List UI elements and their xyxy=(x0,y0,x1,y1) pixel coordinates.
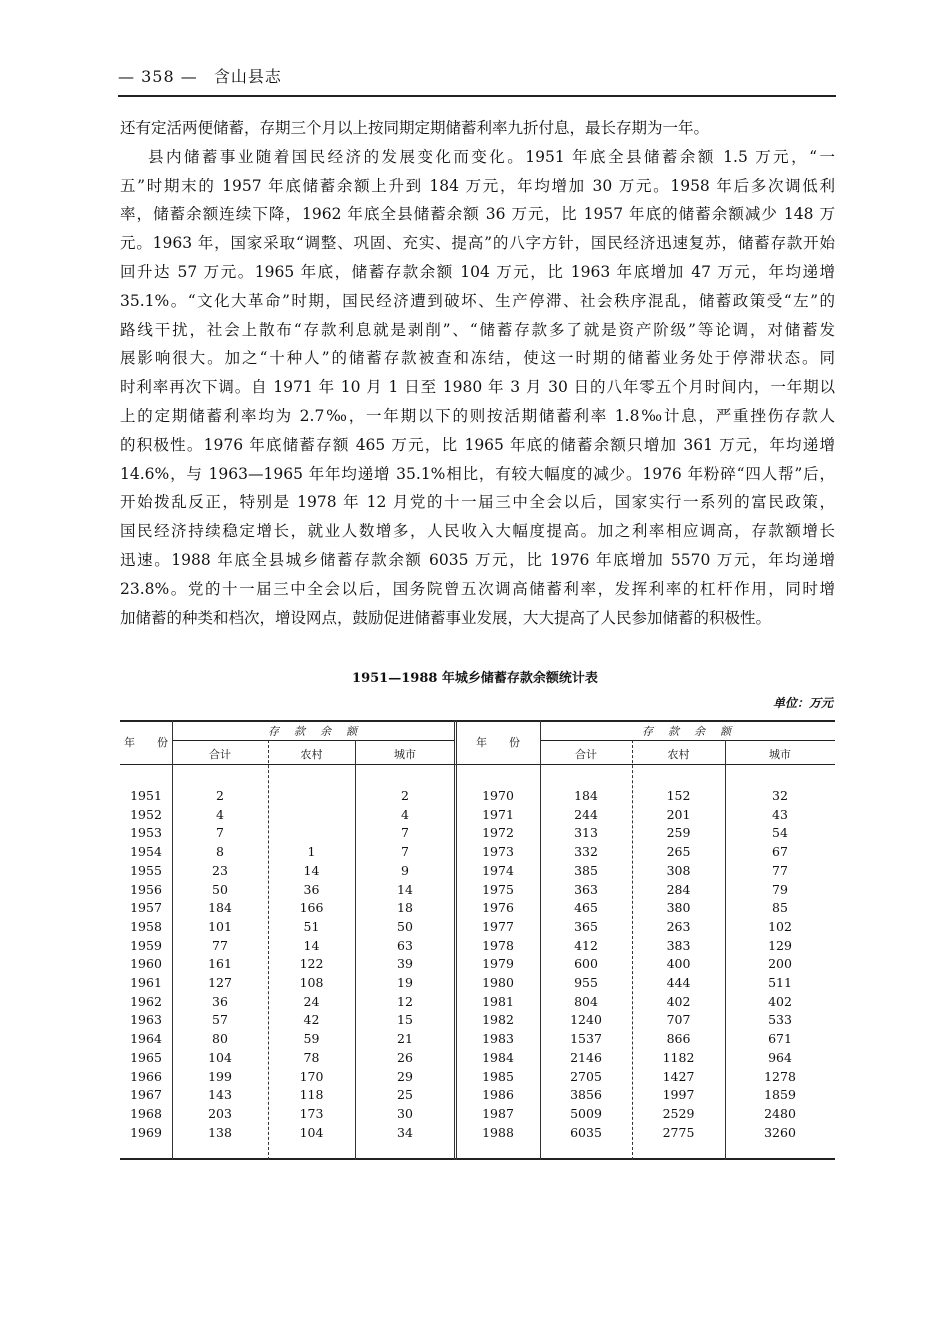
body-line: 时利率再次下调。自 1971 年 10 月 1 日至 1980 年 3 月 30 日的八年零五个月时间内，一年期以 xyxy=(120,378,835,397)
cell-urban: 129 xyxy=(768,937,792,953)
cell-year: 1965 xyxy=(130,1049,162,1065)
cell-urban: 7 xyxy=(401,844,409,860)
cell-rural: 118 xyxy=(299,1087,324,1103)
cell-rural: 104 xyxy=(299,1124,324,1140)
cell-urban: 7 xyxy=(401,825,409,841)
cell-total: 80 xyxy=(212,1031,228,1047)
table-row xyxy=(120,882,835,901)
table-top-rule xyxy=(120,720,835,722)
body-line: 五”时期末的 1957 年底储蓄余额上升到 184 万元，年均增加 30 万元。1958 年后多次调低利 xyxy=(120,176,835,195)
cell-total: 244 xyxy=(574,806,598,822)
cell-urban: 9 xyxy=(401,862,409,878)
cell-year: 1987 xyxy=(482,1105,514,1121)
table-row xyxy=(120,844,835,863)
cell-urban: 15 xyxy=(397,1012,413,1028)
cell-urban: 964 xyxy=(768,1049,792,1065)
cell-urban: 26 xyxy=(397,1049,413,1065)
cell-rural: 201 xyxy=(666,806,691,822)
cell-rural: 1 xyxy=(307,844,316,860)
cell-rural: 51 xyxy=(303,918,320,934)
cell-urban: 54 xyxy=(772,825,788,841)
cell-rural: 308 xyxy=(666,862,691,878)
cell-urban: 1278 xyxy=(764,1068,796,1084)
cell-total: 332 xyxy=(574,844,598,860)
cell-year: 1967 xyxy=(130,1087,162,1103)
cell-rural: 1997 xyxy=(662,1087,695,1103)
body-line: 上的定期储蓄利率均为 2.7‰，一年期以下的则按活期储蓄利率 1.8‰计息，严重挫伤存款人 xyxy=(120,407,835,425)
table-title: 1951—1988 年城乡储蓄存款余额统计表 xyxy=(352,671,598,686)
cell-urban: 4 xyxy=(401,806,409,822)
cell-total: 465 xyxy=(574,900,598,916)
cell-urban: 67 xyxy=(772,844,788,860)
cell-rural: 1427 xyxy=(662,1068,695,1084)
cell-total: 2705 xyxy=(570,1068,602,1084)
table-row xyxy=(120,975,835,994)
table-row xyxy=(120,956,835,975)
cell-year: 1964 xyxy=(130,1031,162,1047)
cell-total: 77 xyxy=(212,937,228,953)
cell-year: 1971 xyxy=(482,806,514,822)
cell-rural: 166 xyxy=(299,900,324,916)
cell-rural: 444 xyxy=(666,975,691,990)
cell-total: 127 xyxy=(208,975,232,990)
cell-urban: 34 xyxy=(397,1124,413,1140)
cell-rural: 380 xyxy=(666,900,691,916)
cell-year: 1957 xyxy=(130,900,162,916)
cell-rural: 78 xyxy=(303,1049,320,1065)
cell-total: 2146 xyxy=(570,1049,602,1065)
header-urban-left: 城市 xyxy=(394,748,416,761)
cell-year: 1982 xyxy=(482,1012,514,1028)
cell-rural: 284 xyxy=(666,881,691,897)
cell-year: 1984 xyxy=(482,1049,514,1065)
cell-total: 6035 xyxy=(570,1124,602,1140)
cell-urban: 39 xyxy=(397,956,413,972)
book-title: 含山县志 xyxy=(213,67,282,86)
cell-year: 1980 xyxy=(482,975,514,990)
header-balance-left: 存 款 余 额 xyxy=(268,725,359,738)
body-line: 县内储蓄事业随着国民经济的发展变化而变化。1951 年底全县储蓄余额 1.5 万元，“一 xyxy=(148,147,835,166)
cell-total: 4 xyxy=(216,806,224,822)
header-total-right: 合计 xyxy=(575,748,597,761)
table-row xyxy=(120,807,835,826)
cell-year: 1972 xyxy=(482,825,514,841)
cell-total: 385 xyxy=(574,862,598,878)
body-line: 展影响很大。加之“十种人”的储蓄存款被查和冻结，使这一时期的储蓄业务处于停滞状态。同 xyxy=(120,349,835,368)
cell-rural: 265 xyxy=(666,844,691,860)
table-row xyxy=(120,1012,835,1031)
cell-total: 199 xyxy=(208,1068,232,1084)
cell-total: 1537 xyxy=(570,1031,602,1047)
cell-rural: 24 xyxy=(303,993,320,1009)
savings-table xyxy=(120,720,835,1160)
cell-year: 1952 xyxy=(130,806,162,822)
cell-total: 104 xyxy=(208,1049,232,1065)
table-row xyxy=(120,1106,835,1125)
cell-year: 1976 xyxy=(482,900,514,916)
header-balance-right: 存 款 余 额 xyxy=(642,725,733,738)
table-row xyxy=(120,1125,835,1144)
cell-total: 955 xyxy=(574,975,598,990)
cell-total: 2 xyxy=(216,788,224,803)
cell-total: 57 xyxy=(212,1012,228,1028)
table-row xyxy=(120,863,835,882)
header-bottom-rule xyxy=(120,764,835,765)
cell-urban: 18 xyxy=(397,900,413,916)
cell-total: 600 xyxy=(574,956,598,972)
cell-urban: 43 xyxy=(772,806,788,822)
body-line: 率，储蓄余额连续下降，1962 年底全县储蓄余额 36 万元，比 1957 年底的储蓄余额减少 148 万 xyxy=(120,205,835,224)
cell-urban: 50 xyxy=(397,918,413,934)
cell-year: 1968 xyxy=(130,1105,162,1121)
body-line: 14.6%，与 1963—1965 年年均递增 35.1%相比，有较大幅度的减少。1976 年粉碎“四人帮”后， xyxy=(120,464,835,483)
table-row xyxy=(120,788,835,807)
header-rural-right: 农村 xyxy=(667,748,690,761)
running-header xyxy=(118,64,292,87)
cell-urban: 14 xyxy=(397,881,413,897)
cell-urban: 21 xyxy=(397,1031,413,1047)
cell-year: 1951 xyxy=(130,788,162,803)
header-urban-right: 城市 xyxy=(769,748,791,761)
cell-total: 5009 xyxy=(570,1105,602,1121)
cell-rural: 263 xyxy=(666,918,691,934)
cell-rural: 383 xyxy=(666,937,691,953)
cell-rural: 259 xyxy=(666,825,691,841)
cell-urban: 2 xyxy=(401,788,409,803)
cell-year: 1975 xyxy=(482,881,514,897)
cell-total: 143 xyxy=(208,1087,232,1103)
header-year-right: 年 份 xyxy=(476,736,520,749)
cell-rural: 173 xyxy=(299,1105,324,1121)
cell-rural: 2529 xyxy=(662,1105,695,1121)
cell-year: 1963 xyxy=(130,1012,162,1028)
cell-urban: 77 xyxy=(772,862,788,878)
cell-year: 1978 xyxy=(482,937,514,953)
cell-year: 1959 xyxy=(130,937,162,953)
cell-year: 1961 xyxy=(130,975,162,990)
cell-urban: 29 xyxy=(397,1068,413,1084)
cell-year: 1966 xyxy=(130,1068,162,1084)
cell-rural: 122 xyxy=(299,956,324,972)
cell-urban: 79 xyxy=(772,881,788,897)
cell-rural: 2775 xyxy=(662,1124,695,1140)
cell-urban: 25 xyxy=(397,1087,413,1103)
cell-total: 36 xyxy=(212,993,228,1009)
cell-total: 412 xyxy=(574,937,598,953)
cell-urban: 533 xyxy=(768,1012,792,1028)
body-line: 23.8%。党的十一届三中全会以后，国务院曾五次调高储蓄利率，发挥利率的杠杆作用，同时增 xyxy=(120,579,835,598)
cell-year: 1979 xyxy=(482,956,514,972)
cell-urban: 402 xyxy=(768,993,792,1009)
cell-total: 138 xyxy=(208,1124,232,1140)
body-line: 还有定活两便储蓄，存期三个月以上按同期定期储蓄利率九折付息，最长存期为一年。 xyxy=(120,119,710,137)
cell-year: 1955 xyxy=(130,862,162,878)
cell-rural: 36 xyxy=(303,881,320,897)
header-total-left: 合计 xyxy=(209,748,231,761)
cell-urban: 63 xyxy=(397,937,413,953)
cell-rural: 59 xyxy=(303,1031,320,1047)
cell-year: 1954 xyxy=(130,844,162,860)
cell-rural: 866 xyxy=(666,1031,691,1047)
cell-total: 7 xyxy=(216,825,224,841)
cell-total: 365 xyxy=(574,918,598,934)
cell-urban: 3260 xyxy=(764,1124,796,1140)
cell-total: 203 xyxy=(208,1105,232,1121)
body-line: 元。1963 年，国家采取“调整、巩固、充实、提高”的八字方针，国民经济迅速复苏，储蓄存款开始 xyxy=(120,234,835,253)
cell-urban: 511 xyxy=(768,975,792,990)
group-rule-left xyxy=(172,740,455,741)
cell-urban: 32 xyxy=(772,788,788,803)
cell-total: 50 xyxy=(212,881,228,897)
cell-year: 1958 xyxy=(130,918,162,934)
cell-year: 1953 xyxy=(130,825,162,841)
cell-urban: 85 xyxy=(772,900,788,916)
header-rural-left: 农村 xyxy=(300,748,323,761)
cell-urban: 30 xyxy=(397,1105,413,1121)
cell-urban: 200 xyxy=(768,956,792,972)
cell-total: 313 xyxy=(574,825,598,841)
table-row xyxy=(120,825,835,844)
cell-rural: 108 xyxy=(299,975,324,990)
cell-year: 1988 xyxy=(482,1124,514,1140)
cell-year: 1977 xyxy=(482,918,514,934)
cell-total: 804 xyxy=(574,993,598,1009)
cell-rural: 170 xyxy=(299,1068,324,1084)
cell-total: 184 xyxy=(574,788,598,803)
cell-total: 363 xyxy=(574,881,598,897)
cell-total: 23 xyxy=(212,862,228,878)
cell-urban: 2480 xyxy=(764,1105,796,1121)
page-number: — 358 — xyxy=(118,67,198,86)
body-line: 路线干扰，社会上散布“存款利息就是剥削”、“储蓄存款多了就是资产阶级”等论调，对储蓄发 xyxy=(120,320,835,339)
group-rule-right xyxy=(540,740,835,741)
table-row xyxy=(120,919,835,938)
body-line: 的积极性。1976 年底储蓄存额 465 万元，比 1965 年底的储蓄余额只增加 361 万元，年均递增 xyxy=(120,435,835,454)
table-row xyxy=(120,1050,835,1069)
cell-rural: 152 xyxy=(666,788,691,803)
body-line: 开始拨乱反正，特别是 1978 年 12 月党的十一届三中全会以后，国家实行一系列的富民政策， xyxy=(120,493,835,512)
header-year-left: 年 份 xyxy=(124,736,168,749)
cell-year: 1985 xyxy=(482,1068,514,1084)
cell-year: 1973 xyxy=(482,844,514,860)
header-rule xyxy=(118,95,836,97)
cell-rural: 42 xyxy=(303,1012,320,1028)
cell-urban: 671 xyxy=(768,1031,792,1047)
cell-urban: 102 xyxy=(768,918,792,934)
table-bottom-rule xyxy=(120,1158,835,1160)
cell-rural: 707 xyxy=(666,1012,691,1028)
table-row xyxy=(120,938,835,957)
table-unit: 单位：万元 xyxy=(772,696,833,710)
cell-rural: 14 xyxy=(303,937,320,953)
table-row xyxy=(120,1087,835,1106)
cell-total: 3856 xyxy=(570,1087,602,1103)
body-line: 国民经济持续稳定增长，就业人数增多，人民收入大幅度提高。加之利率相应调高，存款额增长 xyxy=(120,522,835,541)
cell-year: 1970 xyxy=(482,788,514,803)
table-row xyxy=(120,994,835,1013)
cell-rural: 14 xyxy=(303,862,320,878)
cell-urban: 1859 xyxy=(764,1087,796,1103)
cell-total: 1240 xyxy=(570,1012,602,1028)
cell-rural: 1182 xyxy=(662,1049,695,1065)
body-line: 加储蓄的种类和档次，增设网点，鼓励促进储蓄事业发展，大大提高了人民参加储蓄的积极性。 xyxy=(120,608,772,627)
cell-urban: 19 xyxy=(397,975,413,990)
cell-rural: 402 xyxy=(666,993,691,1009)
cell-total: 8 xyxy=(216,844,224,860)
cell-year: 1974 xyxy=(482,862,514,878)
table-row xyxy=(120,1031,835,1050)
body-line: 迅速。1988 年底全县城乡储蓄存款余额 6035 万元，比 1976 年底增加 5570 万元，年均递增 xyxy=(120,551,835,569)
cell-year: 1960 xyxy=(130,956,162,972)
cell-year: 1962 xyxy=(130,993,162,1009)
table-row xyxy=(120,1069,835,1088)
cell-total: 101 xyxy=(208,918,232,934)
cell-rural: 400 xyxy=(666,956,691,972)
cell-year: 1956 xyxy=(130,881,162,897)
body-line: 35.1%。“文化大革命”时期，国民经济遭到破坏、生产停滞、社会秩序混乱，储蓄政策受“左”的 xyxy=(120,291,835,310)
cell-urban: 12 xyxy=(397,993,413,1009)
cell-year: 1981 xyxy=(482,993,514,1009)
body-line: 回升达 57 万元。1965 年底，储蓄存款余额 104 万元，比 1963 年底增加 47 万元，年均递增 xyxy=(120,263,835,281)
cell-year: 1986 xyxy=(482,1087,514,1103)
table-row xyxy=(120,900,835,919)
cell-total: 161 xyxy=(208,956,232,972)
cell-total: 184 xyxy=(208,900,232,916)
cell-year: 1969 xyxy=(130,1124,162,1140)
cell-year: 1983 xyxy=(482,1031,514,1047)
